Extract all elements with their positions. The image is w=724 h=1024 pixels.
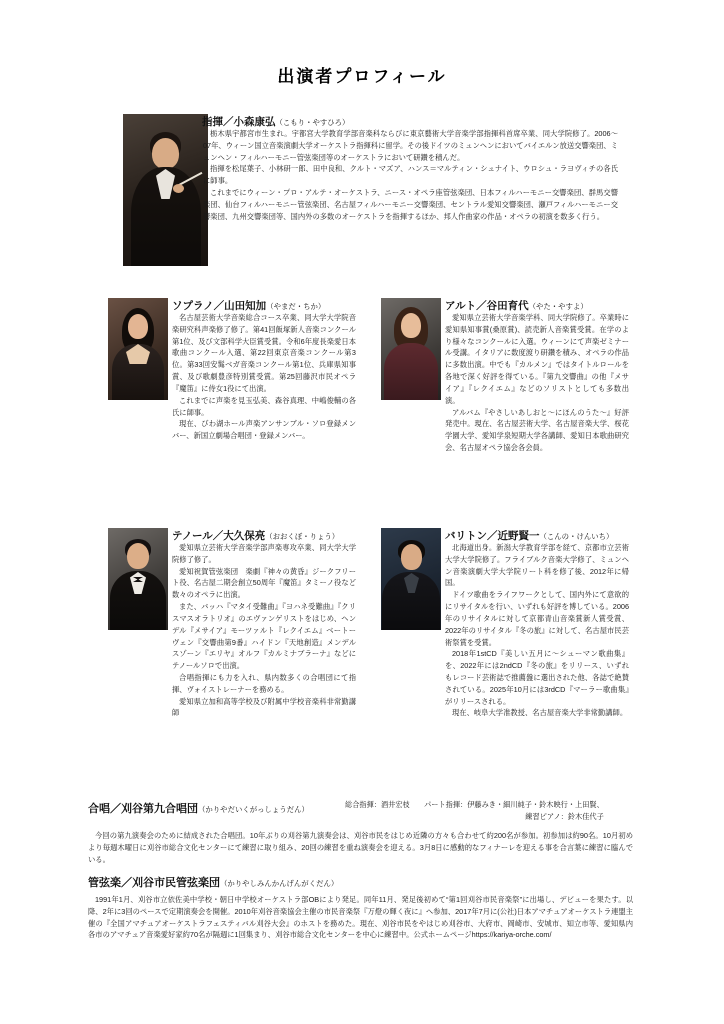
orchestra-para-1: 1991年1月、刈谷市立依佐美中学校・朝日中学校オーケストラ部OBにより発足。同年11月、発足後初めて“第1回刈谷市民音楽祭”に出場し、デビューを果たす。以降、2年に3回のペースで定期演奏会を開催。2010年刈谷音楽協会主催の市民音楽祭『万燈の輝く夜に』へ参加、2017年7月に(公社)日本アマチュアオーケストラ連盟主催の『全国アマチュアオーケストラフェスティバル刈谷大会』のホストを務めた。現在、刈谷市民をやはじめ刈谷市、大府市、岡崎市、安城市、知立市等、愛知県内各市のアマチュア音楽愛好家約70名が隔週に1回集まり、刈谷市総合文化センターを中心に練習中。公式ホームページhttps://kariya-orche.com/ xyxy=(88,895,633,940)
alto-role-kana: （やた・やすよ） xyxy=(528,302,588,311)
tenor-para-1: 愛知県立芸術大学音楽学部声楽専攻卒業、同大学大学院修了修了。 xyxy=(172,543,356,564)
tenor-role-label: テノール／大久保亮 xyxy=(172,530,266,542)
tenor-para-4: 合唱指揮にも力を入れ、県内数多くの合唱団にて指揮、ヴォイストレーナーを務める。 xyxy=(172,672,356,694)
soprano-role xyxy=(172,298,325,313)
conductor-para-1: 栃木県宇都宮市生まれ。宇都宮大学教育学部音楽科ならびに東京藝術大学音楽学部指揮科首席卒業、同大学院修了。2006〜07年、ウィーン国立音楽演劇大学オーケストラ指揮科に留学。その後ドイツのミュンヘンにおいてバイエルン放送交響楽団、ミュンヘン・フィルハーモニー管弦楽団等のオーケストラにおいて研鑽を積んだ。 xyxy=(203,129,618,162)
tenor-photo-art xyxy=(108,528,168,630)
alto-para-1: 愛知県立芸術大学音楽学科、同大学院修了。卒業時に愛知県知事賞(桑原賞)、読売新人音楽賞受賞。在学のより様々なコンクールに入選。ウィーンにて声楽ゼミナール受講。イタリアに数度渡り研鑽を積み、オペラの作品に多数出演。中でも『カルメン』ではタイトルロールを各地で深く好評を得ている。『第九交響曲』の他『メサイア』『レクイエム』などのソリストとしても多数出演。 xyxy=(445,313,629,405)
chorus-title-kana: （かりやだいくがっしょうだん） xyxy=(198,805,309,814)
bariton-photo xyxy=(381,528,441,630)
page-title: 出演者プロフィール xyxy=(277,67,447,86)
soprano-para-3: 現在、びわ湖ホール声楽アンサンブル・ソロ登録メンバー、新国立劇場合唱団・登録メンバー。 xyxy=(172,419,356,441)
chorus-staff-line-2-text: 練習ピアノ：鈴木佳代子 xyxy=(525,812,604,822)
face-shape xyxy=(401,313,421,338)
alto-para-2: アルバム『やさしいあしおと〜にほんのうた〜』好評発売中。現在、名古屋芸術大学、名古屋音楽大学、桜花学園大学、愛知学泉短期大学各講師、愛知日本歌曲研究会、名古屋オペラ協会各会員。 xyxy=(445,407,629,452)
soprano-role-kana: （やまだ・ちか） xyxy=(266,302,326,311)
soprano-para-2: これまでに声楽を見玉弘美、森谷真理、中嶋俊輔の各氏に師事。 xyxy=(172,395,356,417)
conductor-photo xyxy=(123,114,208,266)
tenor-role-kana: （おおくぼ・りょう） xyxy=(265,532,340,541)
soprano-photo-art xyxy=(108,298,168,400)
tenor-para-5: 愛知県立加和高等学校及び附属中学校音楽科非常勤講師 xyxy=(172,696,356,718)
bariton-role xyxy=(445,528,613,543)
chorus-para-1: 今回の第九演奏会のために結成された合唱団。10年ぶりの刈谷第九演奏会は、刈谷市民をはじめ近隣の方々も合わせて約200名が参加。初参加は約90名。10月初めより毎週木曜日に刈谷市総合文化センターにて練習に取り組み、20回の練習を重ね演奏会を迎える。3月8日に感動的なフィナーレを迎える事を合言葉に練習に臨んでいる。 xyxy=(88,831,633,864)
conductor-role xyxy=(202,114,349,129)
face-shape xyxy=(127,543,149,569)
chorus-staff xyxy=(345,799,604,823)
bariton-para-1: 北海道出身。新潟大学教育学部を経て、京都市立芸術大学大学院修了。フライブルク音楽大学修了、ミュンヘン音楽演劇大学大学院リート科を修了後、2012年に帰国。 xyxy=(445,543,629,588)
bariton-para-4: 現在、岐阜大学准教授、名古屋音楽大学非常勤講師。 xyxy=(452,708,628,718)
tenor-para-3: また、バッハ『マタイ受難曲』『ヨハネ受難曲』『クリスマスオラトリオ』のエヴァンゲリストをはじめ、ヘンデル『メサイア』モーツァルト『レクイエム』ベートーヴェン『交響曲第9番』ハイドン『天地創造』メンデルスゾーン『エリヤ』オルフ『カルミナブラーナ』などにテノールソロで出演。 xyxy=(172,602,356,671)
tenor-role xyxy=(172,528,339,543)
soprano-role-label: ソプラノ／山田知加 xyxy=(172,300,267,312)
alto-photo-art xyxy=(381,298,441,400)
bariton-role-kana: （こんの・けんいち） xyxy=(539,532,614,541)
bariton-photo-art xyxy=(381,528,441,630)
orchestra-title xyxy=(88,874,338,890)
bariton-para-3: 2018年1stCD『美しい五月に〜シューマン歌曲集』を、2022年には2ndCD『冬の旅』をリリース、いずれもレコード芸術誌で推薦盤に選出された他、各誌で絶賛されている。2025年10月には3rdCD『マーラー歌曲集』がリリースされる。 xyxy=(445,649,629,706)
orchestra-title-kana: （かりやしみんかんげんがくだん） xyxy=(220,879,339,888)
soprano-para-1: 名古屋芸術大学音楽総合コース卒業、同大学大学院音楽研究科声楽修了修了。第41回飯塚新人音楽コンクール第1位、及び文部科学大臣賞受賞。令和6年度長楽愛日本歌曲コンクール入選、第22回東京音楽コンクール第3位。第33回安髴ベガ音楽コンクール第1位、兵庫県知事賞、及び歌劇豊彦特別賞受賞。第25回藤沢市民オペラ『魔笛』に侍女1役にて出演。 xyxy=(172,313,356,393)
hand-shape xyxy=(173,184,184,193)
chorus-text xyxy=(88,830,633,865)
face-shape xyxy=(401,544,422,570)
bariton-role-label: バリトン／近野賢一 xyxy=(445,530,540,542)
chorus-staff-line-1: 総合指揮：酒井宏枝 パート指揮：伊藤みき・細川純子・鈴木映行・上田賢、 xyxy=(345,800,604,809)
orchestra-text xyxy=(88,894,633,941)
chorus-staff-line-2 xyxy=(345,811,604,823)
chorus-title-label: 合唱／刈谷第九合唱団 xyxy=(88,803,198,815)
torso-shape xyxy=(384,343,438,400)
face-shape xyxy=(128,314,148,339)
conductor-text xyxy=(203,128,618,223)
alto-role xyxy=(445,298,588,313)
bariton-para-2: ドイツ歌曲をライフワークとして、国内外にて意欲的にリサイタルを行い、いずれも好評を博している。2006年のリサイタルに対して京都青山音楽賞新人賞受賞、2022年のリサイタル『冬の旅』に対して、名古屋市民芸術祭賞を受賞。 xyxy=(445,590,629,647)
tenor-text xyxy=(172,542,356,719)
conductor-para-3: これまでにウィーン・プロ・アルテ・オーケストラ、ニース・オペラ座管弦楽団、日本フィルハーモニー交響楽団、群馬交響楽団、仙台フィルハーモニー管弦楽団、名古屋フィルハーモニー交響楽団、セントラル愛知交響楽団、瀬戸フィルハーモニー交響楽団、九州交響楽団等、国内外の多数のオーケストラを指揮するほか、邦人作曲家の作品・オペラの初演を数多く行う。 xyxy=(203,188,618,221)
conductor-photo-art xyxy=(123,114,208,266)
alto-role-label: アルト／谷田育代 xyxy=(445,300,529,312)
conductor-role-label: 指揮／小森康弘 xyxy=(202,116,276,128)
soprano-photo xyxy=(108,298,168,400)
alto-photo xyxy=(381,298,441,400)
tenor-photo xyxy=(108,528,168,630)
face-shape xyxy=(152,138,179,169)
conductor-role-kana: （こもり・やすひろ） xyxy=(275,118,350,127)
orchestra-title-label: 管弦楽／刈谷市民管弦楽団 xyxy=(88,877,220,889)
conductor-para-2: 指揮を松尾葉子、小林研一郎、田中良和、クルト・マズア、ハンス＝マルティン・シュナイト、ウロシュ・ラヨヴィチの各氏に師事。 xyxy=(203,164,618,186)
chorus-title xyxy=(88,800,309,816)
tenor-para-2: 愛知祝賀管弦楽団 楽劇『神々の黄昏』ジークフリート役、名古屋二期会創立50周年『魔笛』タミーノ役など数々のオペラに出演。 xyxy=(172,566,356,600)
soprano-text xyxy=(172,312,356,442)
alto-text xyxy=(445,312,629,454)
bariton-text xyxy=(445,542,629,719)
